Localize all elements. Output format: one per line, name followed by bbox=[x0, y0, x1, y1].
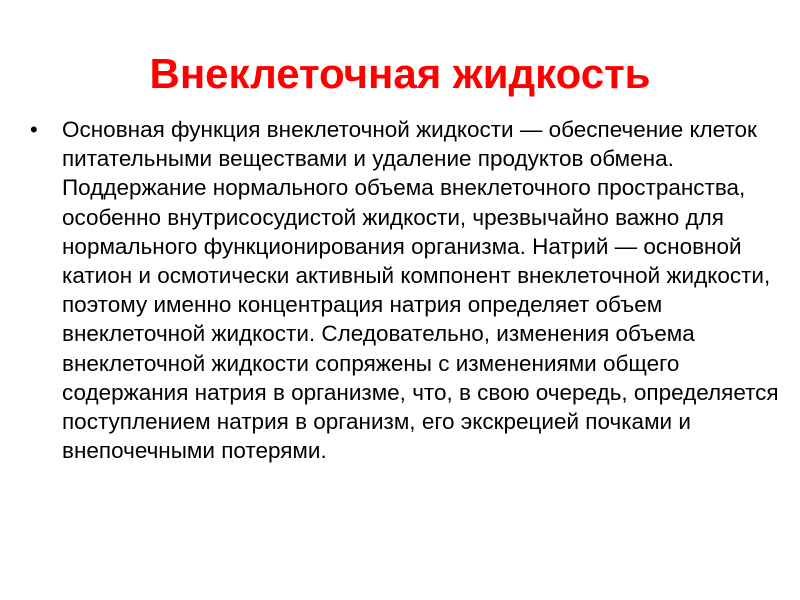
bullet-text: Основная функция внеклеточной жидкости — обеспечение клеток питательными веществами и удаление продуктов обмена. Поддержание нормального объема внеклеточного пространства, особенно внутрисосудистой жидкости, чрезвычайно важно для нормального функционирования организма. Натрий — основной катион и осмотически активный компонент внеклеточной жидкости, поэтому именно концентрация натрия определяет объем внеклеточной жидкости. Следовательно, изменения объема внеклеточной жидкости сопряжены с изменениями общего содержания натрия в организме, что, в свою очередь, определяется поступлением натрия в организм, его экскрецией почками и внепочечными потерями. bbox=[62, 117, 779, 464]
bullet-icon: • bbox=[30, 117, 38, 142]
slide-title: Внеклеточная жидкость bbox=[149, 50, 651, 97]
bullet-list bbox=[28, 115, 788, 465]
list-item bbox=[28, 115, 788, 465]
